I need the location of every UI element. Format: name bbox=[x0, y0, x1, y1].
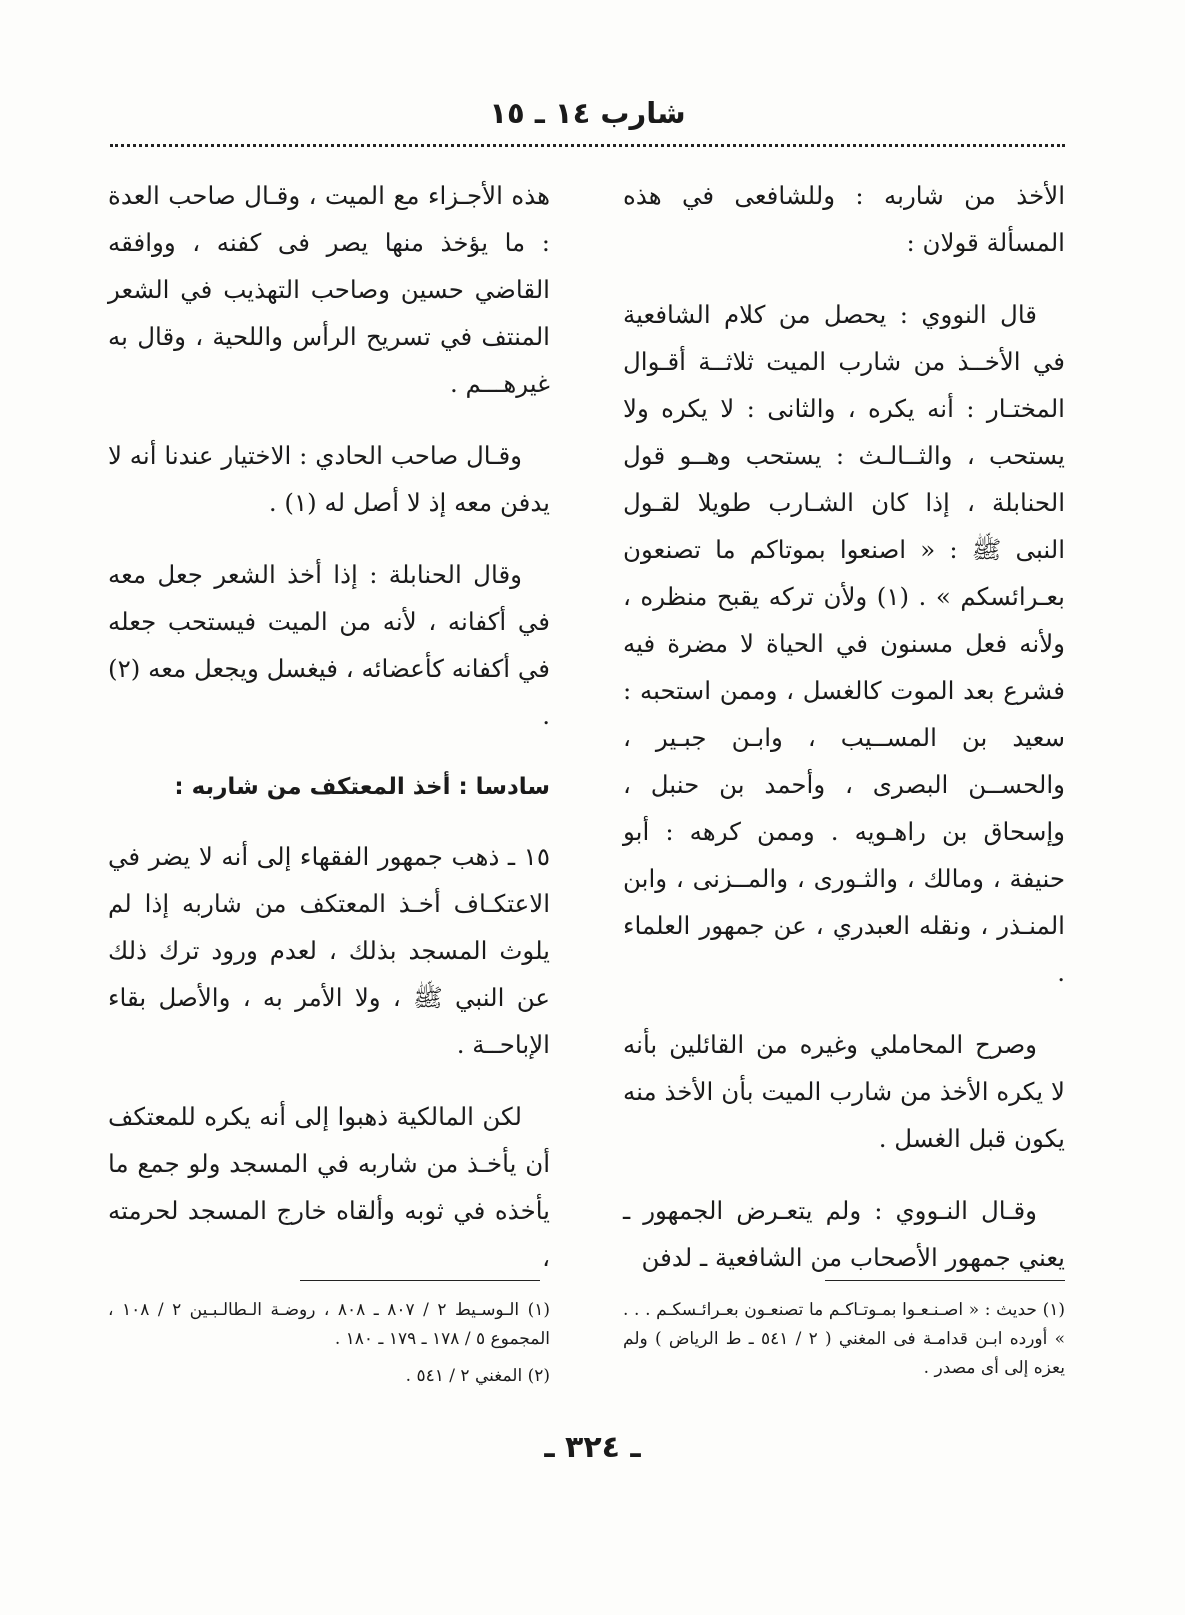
footnote-rule-right bbox=[825, 1280, 1065, 1281]
footnote: (١) حديث : « اصـنـعـوا بمـوتـاكـم ما تصنعـون بعـرائـسكـم . . . » أورده ابـن قدامـة فى المغني ( ٢ / ٥٤١ ـ ط الرياض ) ولم يعزه إلى أى مصدر . bbox=[623, 1300, 1065, 1378]
footnotes-right bbox=[623, 1296, 1065, 1391]
footnote: (٢) المغني ٢ / ٥٤١ . bbox=[405, 1366, 550, 1386]
left-column bbox=[108, 172, 550, 1306]
right-column bbox=[623, 172, 1065, 1306]
running-header: شارب ١٤ ـ ١٥ bbox=[489, 96, 686, 130]
paragraph: الأخذ من شاربه : وللشافعى في هذه المسألة قولان : bbox=[623, 181, 1065, 257]
footnote-rule-left bbox=[300, 1280, 540, 1281]
paragraph: وقـال صاحب الحادي : الاختيار عندنا أنه لا يدفن معه إذ لا أصل له (١) . bbox=[108, 441, 550, 517]
section-heading: سادسا : أخذ المعتكف من شاربه : bbox=[174, 774, 550, 800]
footnote: (١) الـوسـيط ٢ / ٨٠٧ ـ ٨٠٨ ، روضـة الـطالـبـين ٢ / ١٠٨ ، المجموع ٥ / ١٧٨ ـ ١٧٩ ـ ١٨٠ . bbox=[108, 1300, 550, 1349]
paragraph: وقال الحنابلة : إذا أخذ الشعر جعل معه في أكفانه ، لأنه من الميت فيستحب جعله في أكفانه كأعضائه ، فيغسل ويجعل معه (٢) . bbox=[108, 560, 550, 730]
paragraph: ١٥ ـ ذهب جمهور الفقهاء إلى أنه لا يضر في الاعتكـاف أخـذ المعتكف من شاربه إذا لم يلوث المسجد بذلك ، لعدم ورود ترك ذلك عن النبي ﷺ ، ولا الأمر به ، والأصل بقاء الإباحــة . bbox=[108, 842, 550, 1059]
page-number: ـ ٣٢٤ ـ bbox=[544, 1430, 641, 1465]
paragraph: وصرح المحاملي وغيره من القائلين بأنه لا يكره الأخذ من شارب الميت بأن الأخذ منه يكون قبل الغسل . bbox=[623, 1030, 1065, 1153]
paragraph: لكن المالكية ذهبوا إلى أنه يكره للمعتكف أن يأخـذ من شاربه في المسجد ولو جمع ما يأخذه في ثوبه وألقاه خارج المسجد لحرمته ، bbox=[108, 1102, 550, 1272]
paragraph: هذه الأجـزاء مع الميت ، وقـال صاحب العدة : ما يؤخذ منها يصر فى كفنه ، ووافقه القاضي حسين وصاحب التهذيب في الشعر المنتف في تسريح الرأس واللحية ، وقال به غيرهـــم . bbox=[108, 181, 550, 398]
paragraph: وقـال النـووي : ولم يتعـرض الجمهور ـ يعني جمهور الأصحاب من الشافعية ـ لدفن bbox=[623, 1196, 1065, 1272]
paragraph: قال النووي : يحصل من كلام الشافعية في الأخــذ من شارب الميت ثلاثــة أقـوال المختـار : أنه يكره ، والثانى : لا يكره ولا يستحب ، والثــالـث : يستحب وهــو قول الحنابلة ، إذا كان الشـارب طويلا لقـول النبى ﷺ : « اصنعوا بموتاكم ما تصنعون بعـرائسكم » . (١) ولأن تركه يقبح منظره ، ولأنه فعل مسنون في الحياة لا مضرة فيه فشرع بعد الموت كالغسل ، وممن استحبه : سعيد بن المســيب ، وابـن جبـير ، والحســن البصرى ، وأحمد بن حنبل ، وإسحاق بن راهـويه . وممن كرهه : أبو حنيفة ، ومالك ، والثـورى ، والمــزنى ، وابن المنـذر ، ونقله العبدري ، عن جمهور العلماء . bbox=[623, 300, 1065, 987]
header-dotted-rule bbox=[110, 144, 1065, 147]
footnotes-left bbox=[108, 1296, 550, 1399]
